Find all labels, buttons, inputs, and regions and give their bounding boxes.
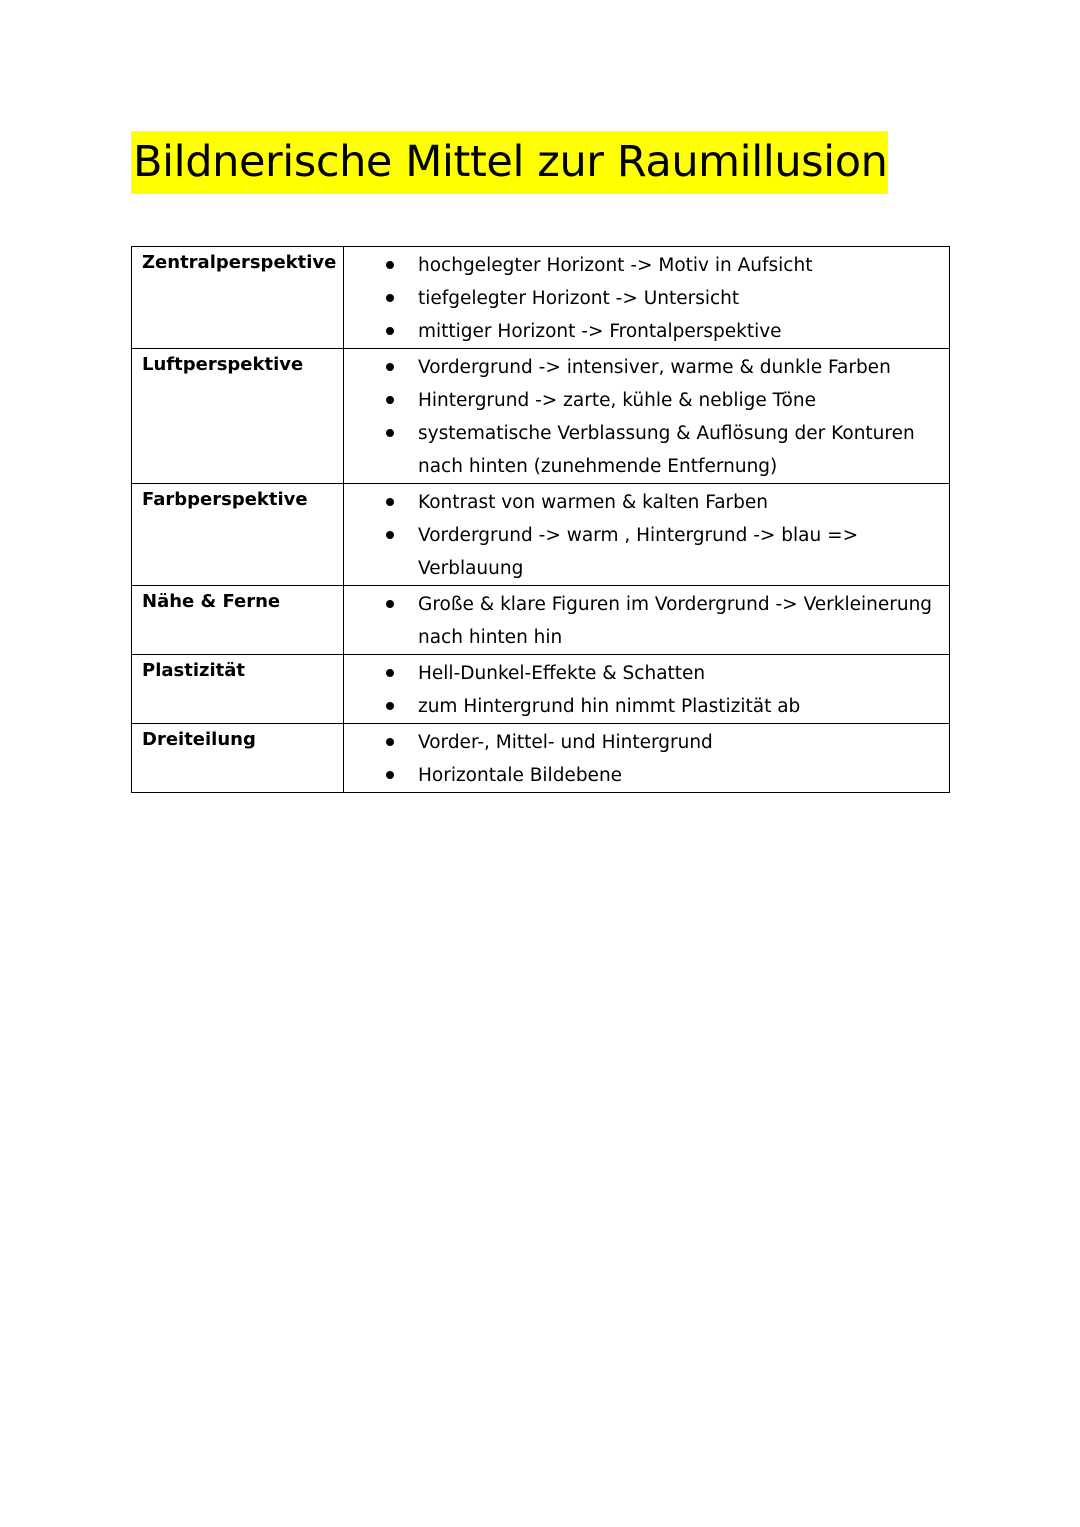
table-row [132, 247, 950, 349]
bullet-item [344, 759, 949, 792]
term-cell: Farbperspektive [132, 484, 344, 586]
term-cell: Plastizität [132, 655, 344, 724]
bullet-item [344, 690, 949, 723]
bullet-text: mittiger Horizont -> Frontalperspektive [418, 321, 782, 342]
bullet-item [344, 588, 949, 654]
bullet-dot-icon [386, 771, 394, 779]
description-cell [344, 349, 950, 484]
bullet-dot-icon [386, 363, 394, 371]
bullet-item [344, 384, 949, 417]
bullet-text: tiefgelegter Horizont -> Untersicht [418, 288, 740, 309]
bullet-item [344, 417, 949, 483]
table-body [132, 247, 950, 793]
bullet-text: hochgelegter Horizont -> Motiv in Aufsicht [418, 255, 813, 276]
table-row [132, 655, 950, 724]
table-row [132, 484, 950, 586]
bullet-list [344, 724, 949, 792]
description-cell [344, 724, 950, 793]
description-cell [344, 247, 950, 349]
bullet-dot-icon [386, 498, 394, 506]
bullet-text: Vordergrund -> intensiver, warme & dunkle Farben [418, 357, 891, 378]
term-cell: Luftperspektive [132, 349, 344, 484]
bullet-list [344, 349, 949, 483]
bullet-dot-icon [386, 669, 394, 677]
bullet-dot-icon [386, 429, 394, 437]
bullet-item [344, 726, 949, 759]
bullet-dot-icon [386, 396, 394, 404]
description-cell [344, 586, 950, 655]
bullet-dot-icon [386, 261, 394, 269]
table-row [132, 349, 950, 484]
bullet-dot-icon [386, 600, 394, 608]
bullet-list [344, 484, 949, 585]
bullet-list [344, 586, 949, 654]
bullet-list [344, 247, 949, 348]
bullet-item [344, 657, 949, 690]
bullet-item [344, 249, 949, 282]
bullet-item [344, 282, 949, 315]
term-cell: Nähe & Ferne [132, 586, 344, 655]
bullet-text: Große & klare Figuren im Vordergrund -> Verkleinerung nach hinten hin [418, 594, 933, 648]
bullet-text: Vordergrund -> warm , Hintergrund -> blau => Verblauung [418, 525, 859, 579]
bullet-text: Vorder-, Mittel- und Hintergrund [418, 732, 713, 753]
bullet-text: Hell-Dunkel-Effekte & Schatten [418, 663, 706, 684]
bullet-text: Hintergrund -> zarte, kühle & neblige Töne [418, 390, 816, 411]
table-row [132, 724, 950, 793]
bullet-dot-icon [386, 738, 394, 746]
bullet-item [344, 486, 949, 519]
table-row [132, 586, 950, 655]
bullet-dot-icon [386, 294, 394, 302]
bullet-dot-icon [386, 327, 394, 335]
bullet-list [344, 655, 949, 723]
bullet-dot-icon [386, 702, 394, 710]
term-cell: Dreiteilung [132, 724, 344, 793]
bullet-text: zum Hintergrund hin nimmt Plastizität ab [418, 696, 801, 717]
bullet-item [344, 351, 949, 384]
description-cell [344, 484, 950, 586]
term-cell: Zentralperspektive [132, 247, 344, 349]
bullet-item [344, 315, 949, 348]
bullet-text: Kontrast von warmen & kalten Farben [418, 492, 769, 513]
page-title: Bildnerische Mittel zur Raumillusion [131, 131, 888, 194]
bullet-text: systematische Verblassung & Auflösung der Konturen nach hinten (zunehmende Entfernung) [418, 423, 915, 477]
description-cell [344, 655, 950, 724]
bullet-dot-icon [386, 531, 394, 539]
bullet-item [344, 519, 949, 585]
techniques-table [131, 246, 950, 793]
bullet-text: Horizontale Bildebene [418, 765, 623, 786]
